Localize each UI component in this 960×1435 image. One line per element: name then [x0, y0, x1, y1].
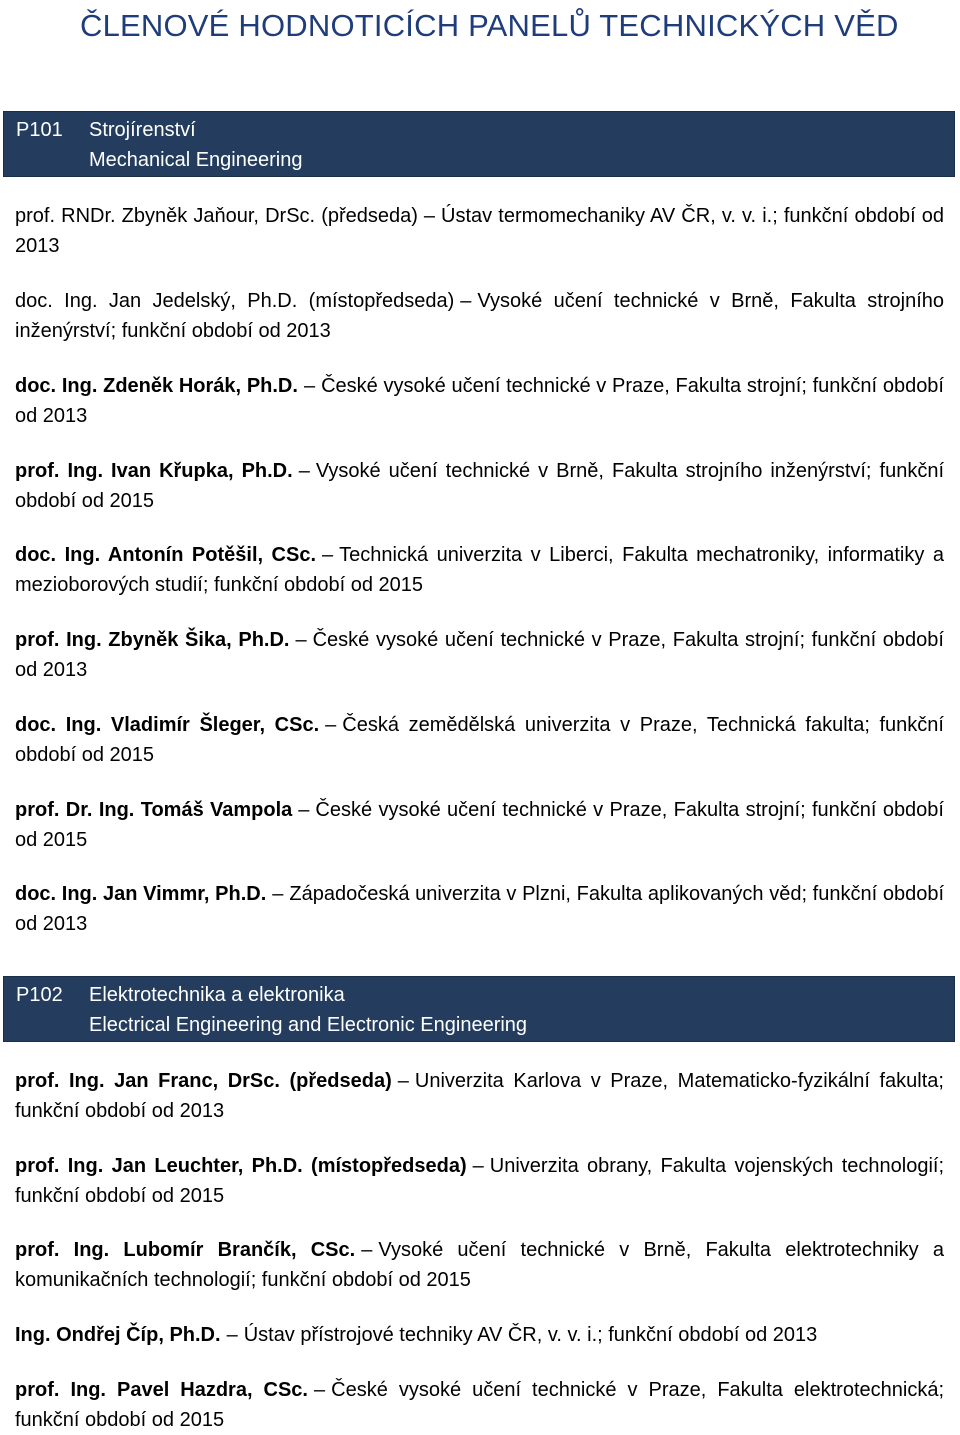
separator: –: [460, 290, 472, 312]
member-entry: [15, 1235, 944, 1295]
member-name: prof. Ing. Zbyněk Šika, Ph.D.: [15, 629, 290, 651]
panel-name-cs: Strojírenství: [89, 119, 196, 141]
member-name: doc. Ing. Jan Vimmr, Ph.D.: [15, 883, 267, 905]
member-affiliation: Česká zemědělská univerzita v Praze, Technická fakulta; funkční období od 2015: [15, 714, 944, 766]
separator: –: [298, 460, 310, 482]
member-name: doc. Ing. Antonín Potěšil, CSc.: [15, 544, 317, 566]
separator: –: [303, 375, 316, 397]
member-affiliation: Univerzita obrany, Fakulta vojenských technologií; funkční období od 2015: [15, 1155, 945, 1207]
member-entry: [15, 201, 944, 261]
member-entry: [15, 286, 944, 346]
separator: –: [423, 205, 436, 227]
member-entry: [15, 371, 944, 431]
member-entry: [15, 625, 944, 685]
separator: –: [298, 799, 310, 821]
member-name: prof. Dr. Ing. Tomáš Vampola: [15, 799, 293, 821]
member-affiliation: České vysoké učení technické v Praze, Fakulta strojní; funkční období od 2013: [15, 629, 944, 681]
member-affiliation: Západočeská univerzita v Plzni, Fakulta aplikovaných věd; funkční období od 2013: [15, 883, 944, 935]
separator: –: [472, 1155, 484, 1177]
member-name: prof. Ing. Ivan Křupka, Ph.D.: [15, 460, 293, 482]
member-name: Ing. Ondřej Číp, Ph.D.: [15, 1324, 221, 1346]
panel-header-p101: [3, 111, 955, 177]
member-name: prof. Ing. Lubomír Brančík, CSc.: [15, 1239, 356, 1261]
member-name: prof. Ing. Jan Leuchter, Ph.D. (místopředseda): [15, 1155, 467, 1177]
panel-name-cs: Elektrotechnika a elektronika: [89, 984, 345, 1006]
member-affiliation: České vysoké učení technické v Praze, Fakulta strojní; funkční období od 2015: [15, 799, 944, 851]
member-entry: [15, 710, 944, 770]
member-affiliation: Vysoké učení technické v Brně, Fakulta strojního inženýrství; funkční období od 2013: [15, 290, 944, 342]
separator: –: [397, 1070, 409, 1092]
member-affiliation: Vysoké učení technické v Brně, Fakulta elektrotechniky a komunikačních technologií; funkční období od 2015: [15, 1239, 944, 1291]
member-affiliation: Ústav přístrojové techniky AV ČR, v. v. i.; funkční období od 2013: [243, 1324, 818, 1346]
member-affiliation: Ústav termomechaniky AV ČR, v. v. i.; funkční období od 2013: [15, 205, 944, 257]
member-name: doc. Ing. Zdeněk Horák, Ph.D.: [15, 375, 298, 397]
separator: –: [226, 1324, 238, 1346]
member-affiliation: Univerzita Karlova v Praze, Matematicko-fyzikální fakulta; funkční období od 2013: [15, 1070, 944, 1122]
member-entry: [15, 1151, 944, 1211]
separator: –: [325, 714, 337, 736]
member-name: prof. Ing. Pavel Hazdra, CSc.: [15, 1379, 308, 1401]
member-entry: [15, 879, 944, 939]
separator: –: [295, 629, 307, 651]
member-affiliation: České vysoké učení technické v Praze, Fakulta strojní; funkční období od 2013: [15, 375, 944, 427]
separator: –: [272, 883, 284, 905]
panel-code: P101: [16, 119, 63, 141]
panel-code: P102: [16, 984, 63, 1006]
panel-header-p102: [3, 976, 955, 1042]
member-name: prof. RNDr. Zbyněk Jaňour, DrSc. (předseda): [15, 205, 418, 227]
member-name: doc. Ing. Vladimír Šleger, CSc.: [15, 714, 320, 736]
member-entry: [15, 1375, 944, 1435]
panel-name-en: Mechanical Engineering: [89, 149, 303, 171]
page-title: ČLENOVÉ HODNOTICÍCH PANELŮ TECHNICKÝCH VĚD: [80, 8, 899, 43]
member-entry: [15, 795, 944, 855]
panel-name-en: Electrical Engineering and Electronic Engineering: [89, 1014, 528, 1036]
member-name: doc. Ing. Jan Jedelský, Ph.D. (místopředseda): [15, 290, 455, 312]
member-entry: [15, 540, 944, 600]
member-entry: [15, 456, 944, 516]
member-entry: [15, 1066, 944, 1126]
separator: –: [361, 1239, 373, 1261]
member-name: prof. Ing. Jan Franc, DrSc. (předseda): [15, 1070, 392, 1092]
member-affiliation: Vysoké učení technické v Brně, Fakulta strojního inženýrství; funkční období od 2015: [15, 460, 944, 512]
separator: –: [314, 1379, 326, 1401]
separator: –: [322, 544, 334, 566]
member-affiliation: České vysoké učení technické v Praze, Fakulta elektrotechnická; funkční období od 2015: [15, 1379, 945, 1431]
member-affiliation: Technická univerzita v Liberci, Fakulta mechatroniky, informatiky a mezioborových studií; funkční období od 2015: [15, 544, 944, 596]
member-entry: [15, 1320, 944, 1350]
